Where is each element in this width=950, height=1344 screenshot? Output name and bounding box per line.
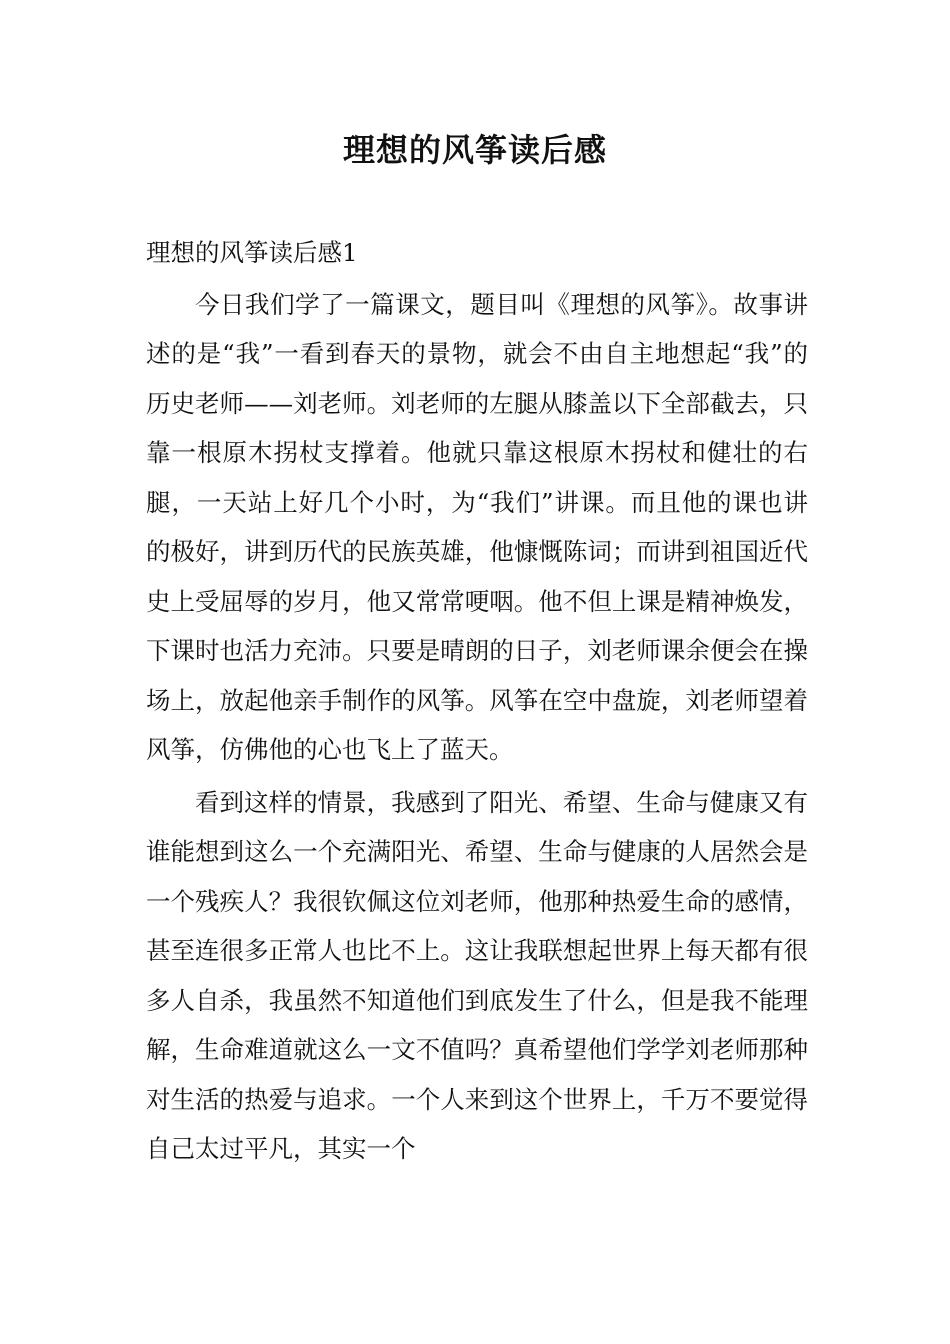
page-title: 理想的风筝读后感 <box>342 131 607 169</box>
document-body <box>146 228 808 1177</box>
section-heading: 理想的风筝读后感1 <box>146 238 358 267</box>
paragraph-2: 看到这样的情景，我感到了阳光、希望、生命与健康又有谁能想到这么一个充满阳光、希望、生命与健康的人居然会是一个残疾人？我很钦佩这位刘老师，他那种热爱生命的感情，甚至连很多正常人也比不上。这让我联想起世界上每天都有很多人自杀，我虽然不知道他们到底发生了什么，但是我不能理解，生命难道就这么一文不值吗？真希望他们学学刘老师那种对生活的热爱与追求。一个人来到这个世界上，千万不要觉得自己太过平凡，其实一个 <box>146 787 808 1163</box>
paragraph-1: 今日我们学了一篇课文，题目叫《理想的风筝》。故事讲述的是“我”一看到春天的景物，就会不由自主地想起“我”的历史老师——刘老师。刘老师的左腿从膝盖以下全部截去，只靠一根原木拐杖支撑着。他就只靠这根原木拐杖和健壮的右腿，一天站上好几个小时，为“我们”讲课。而且他的课也讲的极好，讲到历代的民族英雄，他慷慨陈词；而讲到祖国近代史上受屈辱的岁月，他又常常哽咽。他不但上课是精神焕发，下课时也活力充沛。只要是晴朗的日子，刘老师课余便会在操场上，放起他亲手制作的风筝。风筝在空中盘旋，刘老师望着风筝，仿佛他的心也飞上了蓝天。 <box>146 289 808 764</box>
